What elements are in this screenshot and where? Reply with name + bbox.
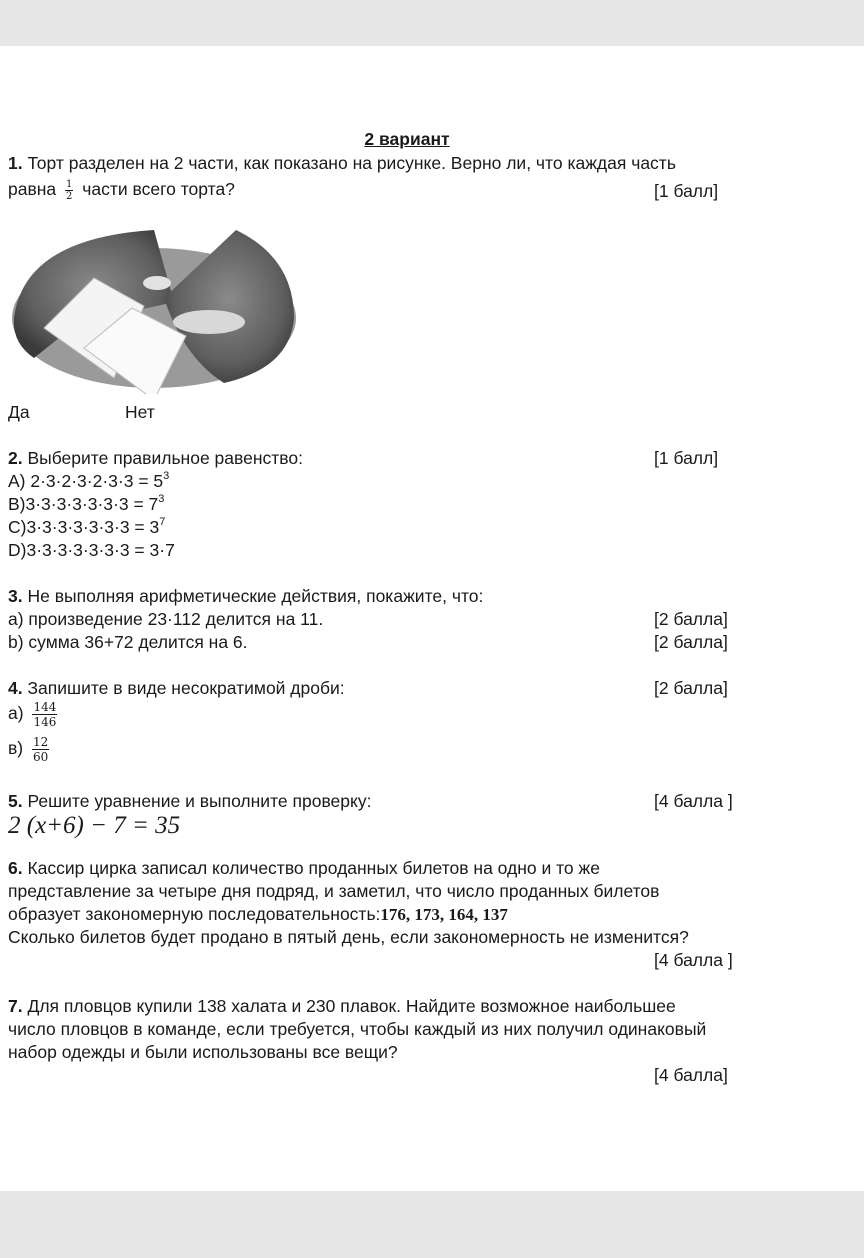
question-5-points: [4 балла ] [654, 791, 733, 811]
answer-yes[interactable]: Да [8, 402, 30, 422]
question-5-text: Решите уравнение и выполните проверку: [27, 791, 372, 811]
option-a-expr: 2·3·2·3·2·3·3 = 5 [30, 471, 164, 491]
option-c-label: C) [8, 517, 27, 537]
question-5-number: 5. [8, 791, 23, 811]
question-4-line [8, 677, 345, 699]
question-1-text: Торт разделен на 2 части, как показано на рисунке. Верно ли, что каждая часть [27, 153, 676, 173]
question-4-part-a [8, 700, 61, 736]
question-3-part-a: a) произведение 23·112 делится на 11. [8, 609, 324, 629]
question-4a-label: а) [8, 703, 24, 724]
question-1-points: [1 балл] [654, 181, 719, 201]
question-5-line [8, 790, 371, 812]
option-a[interactable] [8, 470, 169, 492]
question-7-line-2: число пловцов в команде, если требуется, чтобы каждый из них получил одинаковый [8, 1019, 707, 1039]
fraction-numerator: 12 [33, 735, 49, 749]
option-c-expr: 3·3·3·3·3·3·3 = 3 [26, 517, 160, 537]
question-1-line-2 [8, 178, 235, 202]
option-b-exponent: 3 [158, 493, 165, 506]
question-4-text: Запишите в виде несократимой дроби: [27, 678, 345, 698]
fraction-144-146 [32, 700, 57, 729]
question-3-text: Не выполняя арифметические действия, покажите, что: [27, 586, 484, 606]
option-b-label: B) [8, 494, 26, 514]
option-d[interactable] [8, 539, 175, 561]
question-7-points: [4 балла] [654, 1065, 728, 1085]
option-c-exponent: 7 [159, 516, 166, 529]
fraction-numerator: 1 [66, 178, 73, 190]
question-2-text: Выберите правильное равенство: [27, 448, 303, 468]
question-3-number: 3. [8, 586, 23, 606]
question-6-text-3: образует закономерную последовательность: [8, 904, 381, 924]
fraction-numerator: 144 [33, 700, 57, 714]
equation: 2 (x+6) − 7 = 35 [8, 812, 181, 839]
question-4-part-b [8, 735, 53, 771]
question-3-part-b: b) сумма 36+72 делится на 6. [8, 632, 248, 652]
pie-image [4, 218, 298, 394]
option-d-expr: 3·3·3·3·3·3·3 = 3·7 [26, 540, 175, 560]
question-3a-points: [2 балла] [654, 609, 728, 629]
question-6-line-3 [8, 903, 508, 926]
option-d-label: D) [8, 540, 27, 560]
fraction-one-half [65, 179, 73, 202]
question-1-number: 1. [8, 153, 23, 173]
question-6-line-2: представление за четыре дня подряд, и заметил, что число проданных билетов [8, 881, 660, 901]
option-b-expr: 3·3·3·3·3·3·3 = 7 [25, 494, 159, 514]
question-2-points: [1 балл] [654, 448, 719, 468]
question-7-line-1 [8, 995, 806, 1018]
option-b[interactable] [8, 493, 164, 515]
cheese-hole [143, 276, 171, 290]
question-1-line2-post: части всего торта? [82, 179, 235, 199]
question-6-points: [4 балла ] [654, 950, 733, 970]
question-4b-label: в) [8, 738, 24, 759]
question-1-line2-pre: равна [8, 179, 57, 199]
option-a-exponent: 3 [163, 470, 170, 483]
fraction-denominator: 60 [33, 750, 49, 764]
question-3-line [8, 585, 483, 607]
fraction-12-60 [32, 735, 49, 764]
fraction-denominator: 146 [33, 715, 57, 729]
option-c[interactable] [8, 516, 165, 538]
question-4-points: [2 балла] [654, 678, 728, 698]
question-6-number: 6. [8, 858, 23, 878]
variant-title: 2 вариант [364, 129, 450, 149]
question-2-line [8, 447, 303, 469]
answer-no[interactable]: Нет [125, 402, 155, 422]
question-2-number: 2. [8, 448, 23, 468]
question-1-line-1 [8, 152, 676, 174]
question-7-line-3: набор одежды и были использованы все вещи? [8, 1042, 398, 1062]
question-7-number: 7. [8, 996, 23, 1016]
question-6-line-4: Сколько билетов будет продано в пятый день, если закономерность не изменится? [8, 927, 689, 947]
question-6-text-1: Кассир цирка записал количество проданных билетов на одно и то же [27, 858, 600, 878]
option-a-label: A) [8, 471, 26, 491]
question-3b-points: [2 балла] [654, 632, 728, 652]
question-4-number: 4. [8, 678, 23, 698]
ticket-sequence: 176, 173, 164, 137 [380, 905, 508, 924]
question-6-line-1 [8, 857, 806, 880]
question-7-text-1: Для пловцов купили 138 халата и 230 плавок. Найдите возможное наибольшее [27, 996, 676, 1016]
cheese-filling [173, 310, 245, 334]
worksheet-page [0, 46, 864, 1191]
fraction-denominator: 2 [66, 190, 73, 202]
